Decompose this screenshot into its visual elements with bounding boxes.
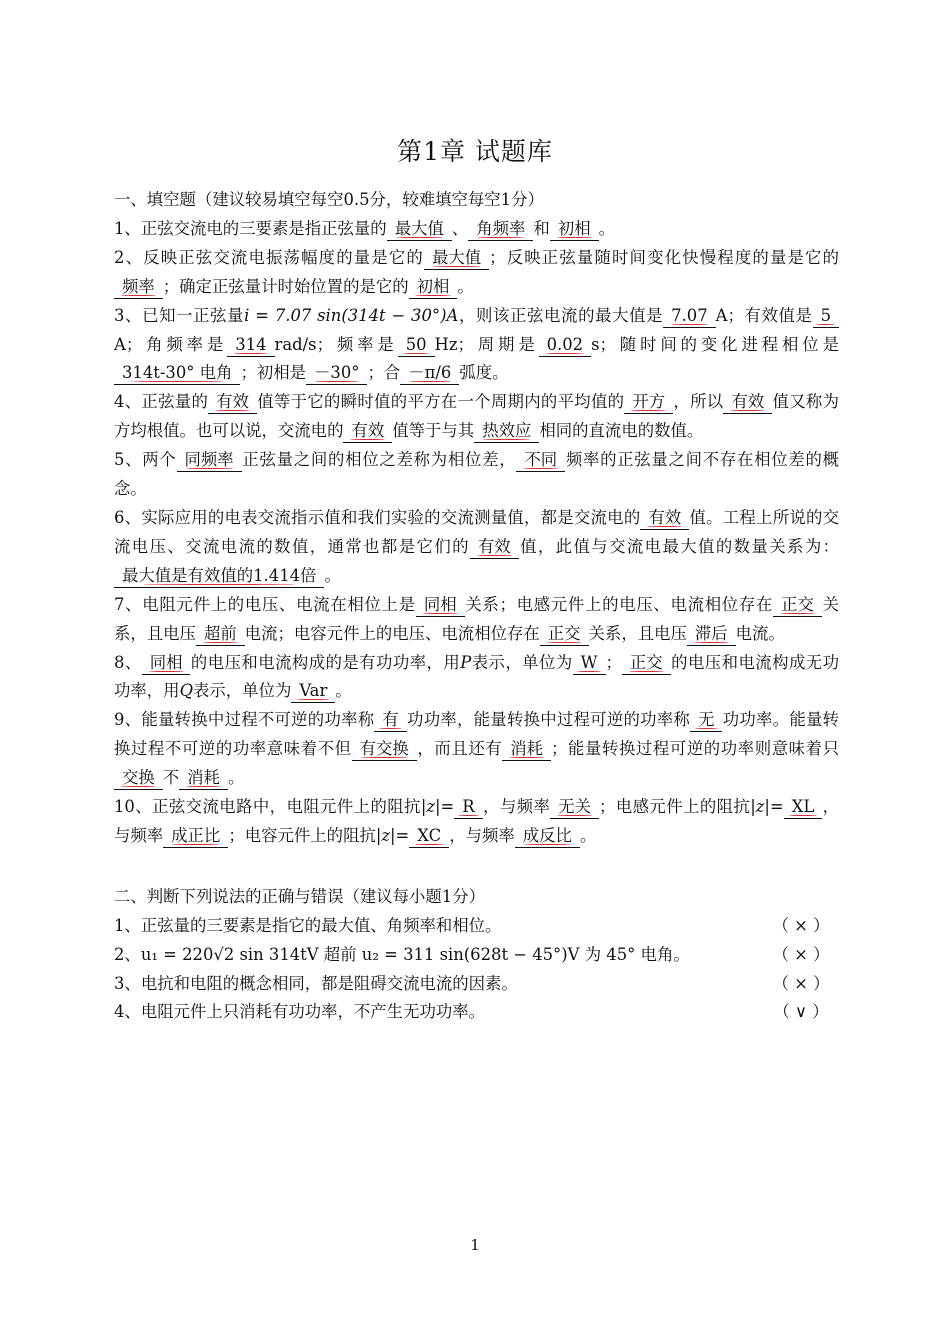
question-6: 6、实际应用的电表交流指示值和我们实验的交流测量值，都是交流电的 有效 值。工程上所说的交流电压、交流电流的数值，通常也都是它们的 有效 值，此值与交流电最大值的数量关系为：最大值是有效值的1.414倍 。 <box>114 504 839 591</box>
question-3: 3、已知一正弦量i = 7.07 sin(314t − 30°)A，则该正弦电流的最大值是 7.07 A；有效值是 5A；角频率是 314 rad/s；频率是 50 Hz；周期是 0.02 s；随时间的变化进程相位是314t-30° 电角 ；初相是 －30° ；合 －π/6 弧度。 <box>114 302 839 389</box>
answer-blank: 不同 <box>516 449 565 472</box>
answer-blank: 热效应 <box>474 420 539 443</box>
answer-blank: 有效 <box>640 507 689 530</box>
answer-blank: 初相 <box>409 276 458 299</box>
answer-blank: 正交 <box>622 652 671 675</box>
judge-item: 2、u₁ = 220√2 sin 314tV 超前 u₂ = 311 sin(628t − 45°)V 为 45° 电角。 （ × ） <box>114 941 839 970</box>
impedance-symbol: |z|= <box>750 797 784 817</box>
answer-blank: 消耗 <box>502 738 551 761</box>
judge-mark: （ × ） <box>772 915 830 935</box>
answer-blank: Var <box>291 680 335 703</box>
answer-blank: 有效 <box>723 391 772 414</box>
question-8: 8、 同相 的电压和电流构成的是有功功率，用P表示，单位为 W ； 正交 的电压和电流构成无功功率，用Q表示，单位为 Var 。 <box>114 649 839 707</box>
answer-blank: 交换 <box>114 767 163 790</box>
chapter-title: 第1章 试题库 <box>397 137 553 166</box>
answer-blank: 正交 <box>540 623 589 646</box>
answer-blank: 5 <box>813 305 839 328</box>
judge-mark: （ × ） <box>772 944 830 964</box>
answer-blank: 最大值是有效值的1.414倍 <box>114 565 324 588</box>
answer-blank: 滞后 <box>687 623 736 646</box>
answer-blank: 最大值 <box>387 218 452 241</box>
judge-mark: （ ∨ ） <box>773 1002 829 1022</box>
answer-blank: 有效 <box>343 420 392 443</box>
answer-blank: R <box>454 796 482 819</box>
answer-blank: 无 <box>690 709 722 732</box>
answer-blank: 有效 <box>470 536 519 559</box>
question-10: 10、正弦交流电路中，电阻元件上的阻抗|z|= R ，与频率 无关 ；电感元件上的阻抗|z|= XL ，与频率 成正比 ；电容元件上的阻抗|z|= XC ，与频率 成反比 。 <box>114 793 839 851</box>
symbol-p: P <box>460 652 472 672</box>
symbol-q: Q <box>179 681 193 701</box>
answer-blank: 超前 <box>196 623 245 646</box>
answer-blank: 角频率 <box>468 218 533 241</box>
answer-blank: 消耗 <box>179 767 228 790</box>
answer-blank: 最大值 <box>424 247 489 270</box>
judge-item: 1、正弦量的三要素是指它的最大值、角频率和相位。 （ × ） <box>114 912 839 941</box>
impedance-symbol: |z|= <box>375 825 410 845</box>
page-number: 1 <box>470 1236 480 1254</box>
answer-blank: 成正比 <box>163 825 228 848</box>
answer-blank: 频率 <box>114 276 163 299</box>
answer-blank: 314t-30° 电角 <box>114 362 240 385</box>
answer-blank: 有效 <box>208 391 257 414</box>
answer-blank: 同频率 <box>177 449 242 472</box>
judge-item: 3、电抗和电阻的概念相同，都是阻碍交流电流的因素。 （ × ） <box>114 970 839 999</box>
answer-blank: 有 <box>374 709 406 732</box>
question-5: 5、两个 同频率 正弦量之间的相位之差称为相位差， 不同 频率的正弦量之间不存在相位差的概念。 <box>114 450 840 499</box>
question-9: 9、能量转换中过程不可逆的功率称 有 功功率，能量转换中过程可逆的功率称 无 功功率。能量转换过程不可逆的功率意味着不但 有交换 ，而且还有 消耗 ；能量转换过程可逆的功率则意味着只交换 不 消耗 。 <box>114 706 839 793</box>
answer-blank: 314 <box>227 334 274 357</box>
question-4: 4、正弦量的 有效 值等于它的瞬时值的平方在一个周期内的平均值的 开方 ，所以 有效 值又称为方均根值。也可以说，交流电的 有效 值等于与其 热效应 相同的直流电的数值。 <box>114 388 839 446</box>
question-7: 7、电阻元件上的电压、电流在相位上是 同相 关系；电感元件上的电压、电流相位存在 正交 关系，且电压 超前 电流；电容元件上的电压、电流相位存在 正交 关系，且电压 滞后 电流。 <box>114 591 839 649</box>
section1-heading: 一、填空题（建议较易填空每空0.5分，较难填空每空1分） <box>114 190 544 209</box>
question-1: 1、正弦交流电的三要素是指正弦量的 最大值 、 角频率 和 初相 。 <box>114 215 839 244</box>
answer-blank: 正交 <box>773 594 822 617</box>
answer-blank: XL <box>784 796 823 819</box>
answer-blank: XC <box>409 825 449 848</box>
judge-mark: （ × ） <box>772 973 830 993</box>
answer-blank: 7.07 <box>663 305 716 328</box>
impedance-symbol: |z|= <box>420 797 455 817</box>
answer-blank: 50 <box>398 334 435 357</box>
answer-blank: －30° <box>306 362 367 385</box>
answer-blank: 初相 <box>550 218 599 241</box>
answer-blank: 同相 <box>416 594 465 617</box>
answer-blank: W <box>573 652 606 675</box>
current-formula: i = 7.07 sin(314t − 30°)A <box>244 305 459 325</box>
question-2: 2、反映正弦交流电振荡幅度的量是它的 最大值 ；反映正弦量随时间变化快慢程度的量是它的频率 ；确定正弦量计时始位置的是它的 初相 。 <box>114 244 839 302</box>
section2-heading: 二、判断下列说法的正确与错误（建议每小题1分） <box>114 886 486 906</box>
judge-item: 4、电阻元件上只消耗有功功率，不产生无功功率。 （ ∨ ） <box>114 998 839 1027</box>
answer-blank: －π/6 <box>400 362 459 385</box>
answer-blank: 开方 <box>624 391 673 414</box>
answer-blank: 0.02 <box>539 334 592 357</box>
answer-blank: 成反比 <box>515 825 580 848</box>
answer-blank: 同相 <box>142 652 191 675</box>
answer-blank: 无关 <box>550 796 599 819</box>
answer-blank: 有交换 <box>352 738 417 761</box>
question-content <box>114 186 839 1027</box>
